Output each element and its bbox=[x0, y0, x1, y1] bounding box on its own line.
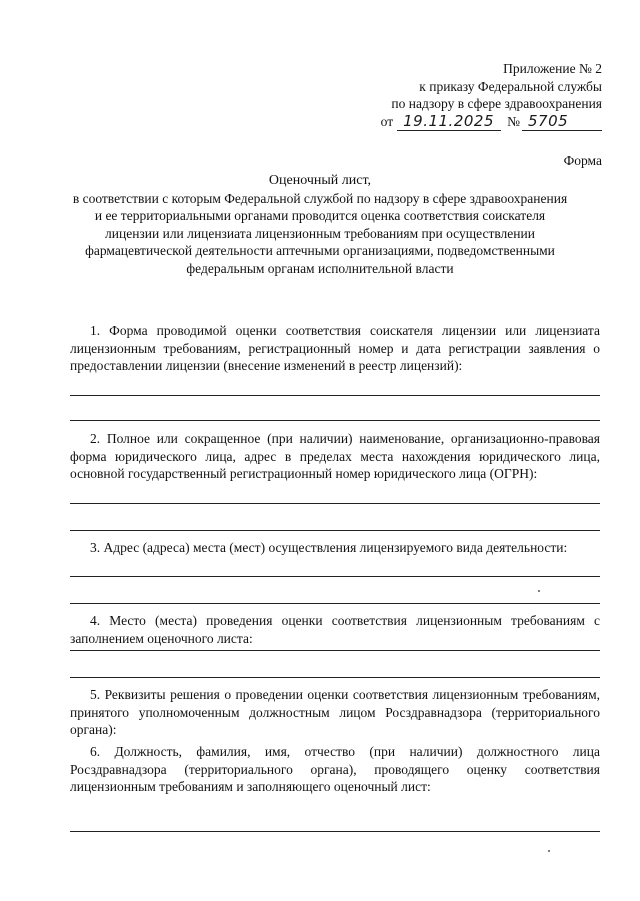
fill-line-2b bbox=[70, 530, 600, 531]
section-6 bbox=[70, 743, 600, 796]
section-3-text: 3. Адрес (адреса) места (мест) осуществления лицензируемого вида деятельности: bbox=[90, 540, 568, 555]
section-6-text: 6. Должность, фамилия, имя, отчество (при наличии) должностного лица Росздравнадзора (территориального органа), проводящего оценку соответствия лицензионным требованиям и заполняющего оценочный лист: bbox=[70, 744, 600, 794]
scan-speck bbox=[548, 850, 550, 852]
fill-line-1b bbox=[70, 420, 600, 421]
title-main: Оценочный лист, bbox=[268, 173, 372, 188]
section-4 bbox=[70, 612, 600, 647]
fill-line-2a bbox=[70, 503, 600, 504]
section-2-text: 2. Полное или сокращенное (при наличии) наименование, организационно-правовая форма юридического лица, адрес в пределах места нахождения юридического лица, основной государственный регистрационный номер юридического лица (ОГРН): bbox=[70, 431, 600, 481]
section-3 bbox=[70, 539, 600, 557]
annex-agency: по надзору в сфере здравоохранения bbox=[391, 96, 602, 111]
form-label: Форма bbox=[563, 153, 602, 168]
title-subtitle: в соответствии с которым Федеральной службой по надзору в сфере здравоохранения и ее территориальными органами проводится оценка соответствия соискателя лицензии или лицензиата лицензионным требованиям при осуществлении фармацевтической деятельности аптечными организациями, подведомственными федеральным органам исполнительной власти bbox=[72, 190, 568, 276]
fill-line-4a bbox=[70, 650, 600, 651]
section-1 bbox=[70, 322, 600, 375]
handwritten-date: 19.11.2025 bbox=[397, 113, 501, 131]
number-prefix: № bbox=[507, 113, 520, 129]
fill-line-1a bbox=[70, 395, 600, 396]
annex-number: Приложение № 2 bbox=[503, 61, 602, 76]
document-title bbox=[70, 172, 570, 277]
section-1-text: 1. Форма проводимой оценки соответствия соискателя лицензии или лицензиата лицензионным требованиям, регистрационный номер и дата регистрации заявления о предоставлении лицензии (внесение изменений в реестр лицензий): bbox=[70, 323, 600, 373]
fill-line-6a bbox=[70, 831, 600, 832]
order-date-number-line bbox=[381, 113, 602, 131]
section-2 bbox=[70, 430, 600, 483]
fill-line-3a bbox=[70, 576, 600, 577]
handwritten-order-number: 5705 bbox=[522, 113, 602, 131]
annex-order-ref: к приказу Федеральной службы bbox=[419, 78, 602, 94]
annex-header bbox=[381, 60, 602, 131]
section-5 bbox=[70, 686, 600, 739]
section-4-text: 4. Место (места) проведения оценки соответствия лицензионным требованиям с заполнением оценочного листа: bbox=[70, 613, 600, 646]
section-5-text: 5. Реквизиты решения о проведении оценки соответствия лицензионным требованиям, принятого уполномоченным должностным лицом Росздравнадзора (территориального органа): bbox=[70, 687, 600, 737]
fill-line-4b bbox=[70, 677, 600, 678]
date-prefix: от bbox=[380, 113, 394, 129]
scan-speck bbox=[538, 590, 540, 592]
fill-line-3b bbox=[70, 603, 600, 604]
